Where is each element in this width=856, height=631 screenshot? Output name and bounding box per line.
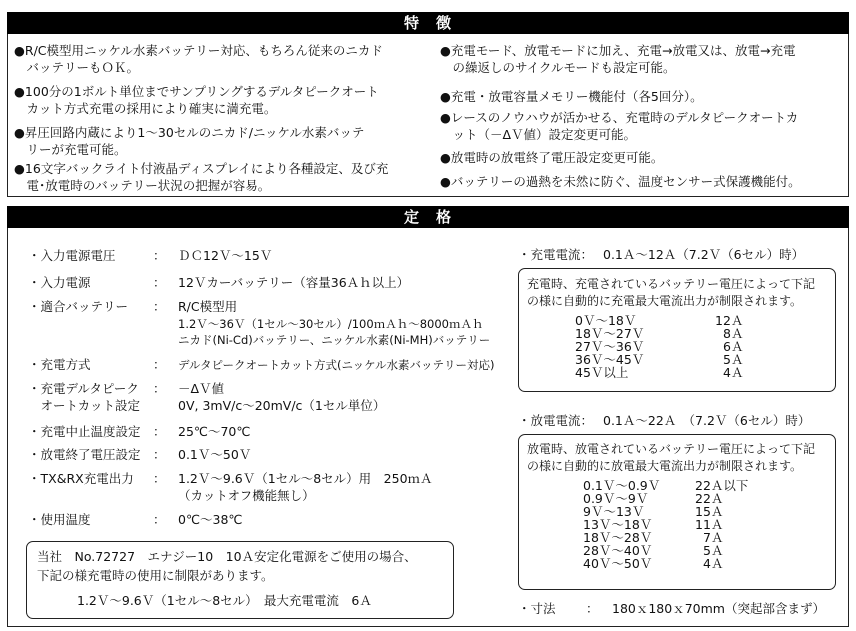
spec-row-battery: ・適合バッテリー ： R/C模型用 1.2Ｖ～36Ｖ（1セル～30セル）/100ｍＡｈ～8000ｍＡｈ ニカド(Ni-Cd)バッテリー、ニッケル水素(Ni-MH)バッテリー	[28, 299, 491, 347]
features-header	[7, 12, 849, 34]
power-supply-notice: 当社 No.72727 エナジー10 10Ａ安定化電源をご使用の場合、 下記の様充電時の使用に制限があります。 1.2Ｖ～9.6Ｖ（1セル～8セル） 最大充電電流 6Ａ	[26, 541, 454, 619]
feature-item-5: ●充電モード、放電モードに加え、充電→放電又は、放電→充電 の繰返しのサイクルモードも設定可能。	[440, 43, 796, 75]
features-title: 特 徴	[403, 14, 452, 32]
feature-item-9: ●バッテリーの過熱を未然に防ぐ、温度センサー式保護機能付。	[440, 174, 801, 189]
discharge-current-label: ・放電電流：	[518, 413, 594, 428]
charge-limit-table: 0Ｖ～18Ｖ 12Ａ 18Ｖ～27Ｖ 8Ａ 27Ｖ～36Ｖ 6Ａ 36Ｖ～45Ｖ 5Ａ 45Ｖ以上 4Ａ	[575, 313, 744, 380]
feature-item-7: ●レースのノウハウが活かせる、充電時のデルタピークオートカ ット（－ΔＶ値）設定変更可能。	[440, 110, 799, 142]
spec-row-delta-peak: ・充電デルタピーク オートカット設定 ： －ΔＶ値 0V, 3mV/c～20mV/c（1セル単位）	[28, 381, 386, 413]
spec-row-txrx-output: ・TX&RX充電出力 ： 1.2Ｖ～9.6Ｖ（1セル～8セル）用 250ｍＡ （カットオフ機能無し）	[28, 471, 433, 503]
charge-limit-box: 充電時、充電されているバッテリー電圧によって下記 の様に自動的に充電最大電流出力が制限されます。 0Ｖ～18Ｖ 12Ａ 18Ｖ～27Ｖ 8Ａ 27Ｖ～36Ｖ 6Ａ 36Ｖ～45Ｖ 5Ａ 45Ｖ以上 4Ａ	[518, 268, 836, 392]
feature-item-3: ●昇圧回路内蔵により1～30セルのニカド/ニッケル水素バッテ リーが充電可能。	[14, 125, 365, 157]
charge-current-row	[518, 247, 804, 263]
feature-item-8: ●放電時の放電終了電圧設定変更可能。	[440, 150, 664, 165]
feature-item-6: ●充電・放電容量メモリー機能付（各5回分）。	[440, 89, 703, 104]
discharge-current-row	[518, 413, 810, 429]
feature-item-1: ●R/C模型用ニッケル水素バッテリー対応、もちろん従来のニカド バッテリーもＯＫ。	[14, 43, 383, 75]
feature-item-2: ●100分の1ボルト単位までサンプリングするデルタピークオート カット方式充電の採用により確実に満充電。	[14, 84, 379, 116]
charge-current-value: 0.1Ａ～12Ａ（7.2Ｖ（6セル）時）	[603, 247, 805, 262]
specs-header	[7, 206, 849, 228]
charge-current-label: ・充電電流：	[518, 247, 594, 262]
discharge-limit-table: 0.1Ｖ～0.9Ｖ 22Ａ以下 0.9Ｖ～9Ｖ 22Ａ 9Ｖ～13Ｖ 15Ａ 13Ｖ～18Ｖ 11Ａ 18Ｖ～28Ｖ 7Ａ 28Ｖ～40Ｖ 5Ａ 40Ｖ～50Ｖ 4Ａ	[583, 478, 749, 571]
feature-item-4: ●16文字バックライト付液晶ディスプレイにより各種設定、及び充 電･放電時のバッテリー状況の把握が容易。	[14, 161, 389, 193]
discharge-current-value: 0.1Ａ～22Ａ （7.2Ｖ（6セル）時）	[603, 413, 811, 428]
discharge-limit-box: 放電時、放電されているバッテリー電圧によって下記 の様に自動的に放電最大電流出力が制限されます。 0.1Ｖ～0.9Ｖ 22Ａ以下 0.9Ｖ～9Ｖ 22Ａ 9Ｖ～13Ｖ 15Ａ 13Ｖ～18Ｖ 11Ａ 18Ｖ～28Ｖ 7Ａ 28Ｖ～40Ｖ 5Ａ 40Ｖ～50Ｖ 4Ａ	[518, 434, 836, 590]
specs-title: 定 格	[403, 208, 452, 226]
